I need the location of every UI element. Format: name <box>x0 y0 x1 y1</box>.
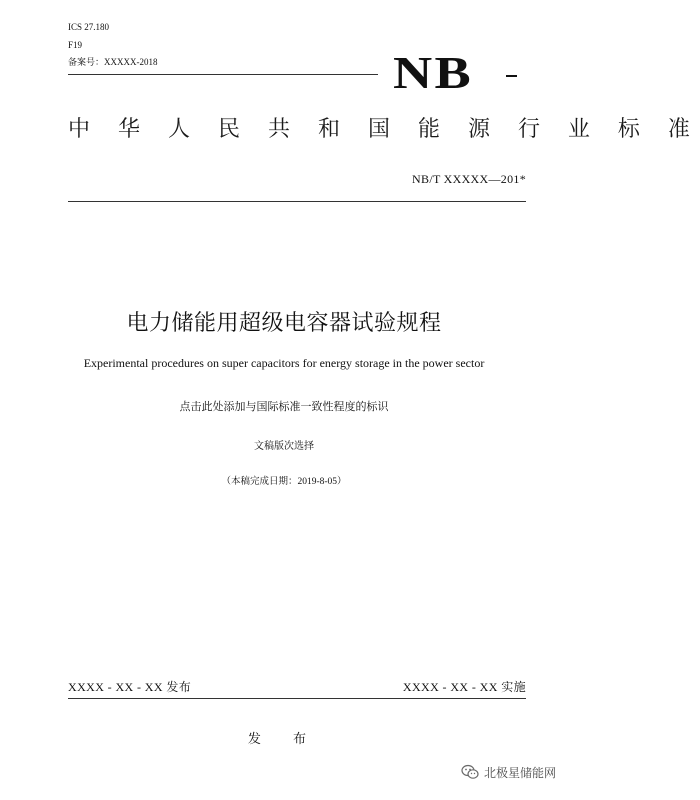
footer-rule <box>68 698 526 699</box>
document-title-english: Experimental procedures on super capacitors for energy storage in the power sector <box>83 356 485 370</box>
classification-code: F19 <box>68 40 83 50</box>
nb-logo: NB <box>393 47 474 98</box>
consistency-note[interactable]: 点击此处添加与国际标准一致性程度的标识 <box>179 400 389 413</box>
watermark-text: 北极星储能网 <box>483 765 556 780</box>
version-select[interactable]: 文稿版次选择 <box>254 441 314 452</box>
ics-code: ICS 27.180 <box>68 22 110 32</box>
watermark <box>461 762 556 782</box>
document-title-chinese: 电力储能用超级电容器试验规程 <box>126 311 442 336</box>
completion-date: （本稿完成日期：2019-8-05） <box>221 477 347 487</box>
logo-dash <box>506 75 517 77</box>
standard-number: NB/T XXXXX—201* <box>412 172 526 186</box>
implementation-date: XXXX - XX - XX 实施 <box>402 680 526 694</box>
record-number: 备案号：XXXXX-2018 <box>68 57 158 67</box>
issue-date: XXXX - XX - XX 发布 <box>68 680 192 694</box>
header-rule <box>68 74 378 75</box>
wechat-icon <box>461 764 479 780</box>
title-rule <box>68 201 526 202</box>
publish-label: 发 布 <box>247 732 321 747</box>
organization-title: 中 华 人 民 共 和 国 能 源 行 业 标 准 <box>68 117 700 142</box>
